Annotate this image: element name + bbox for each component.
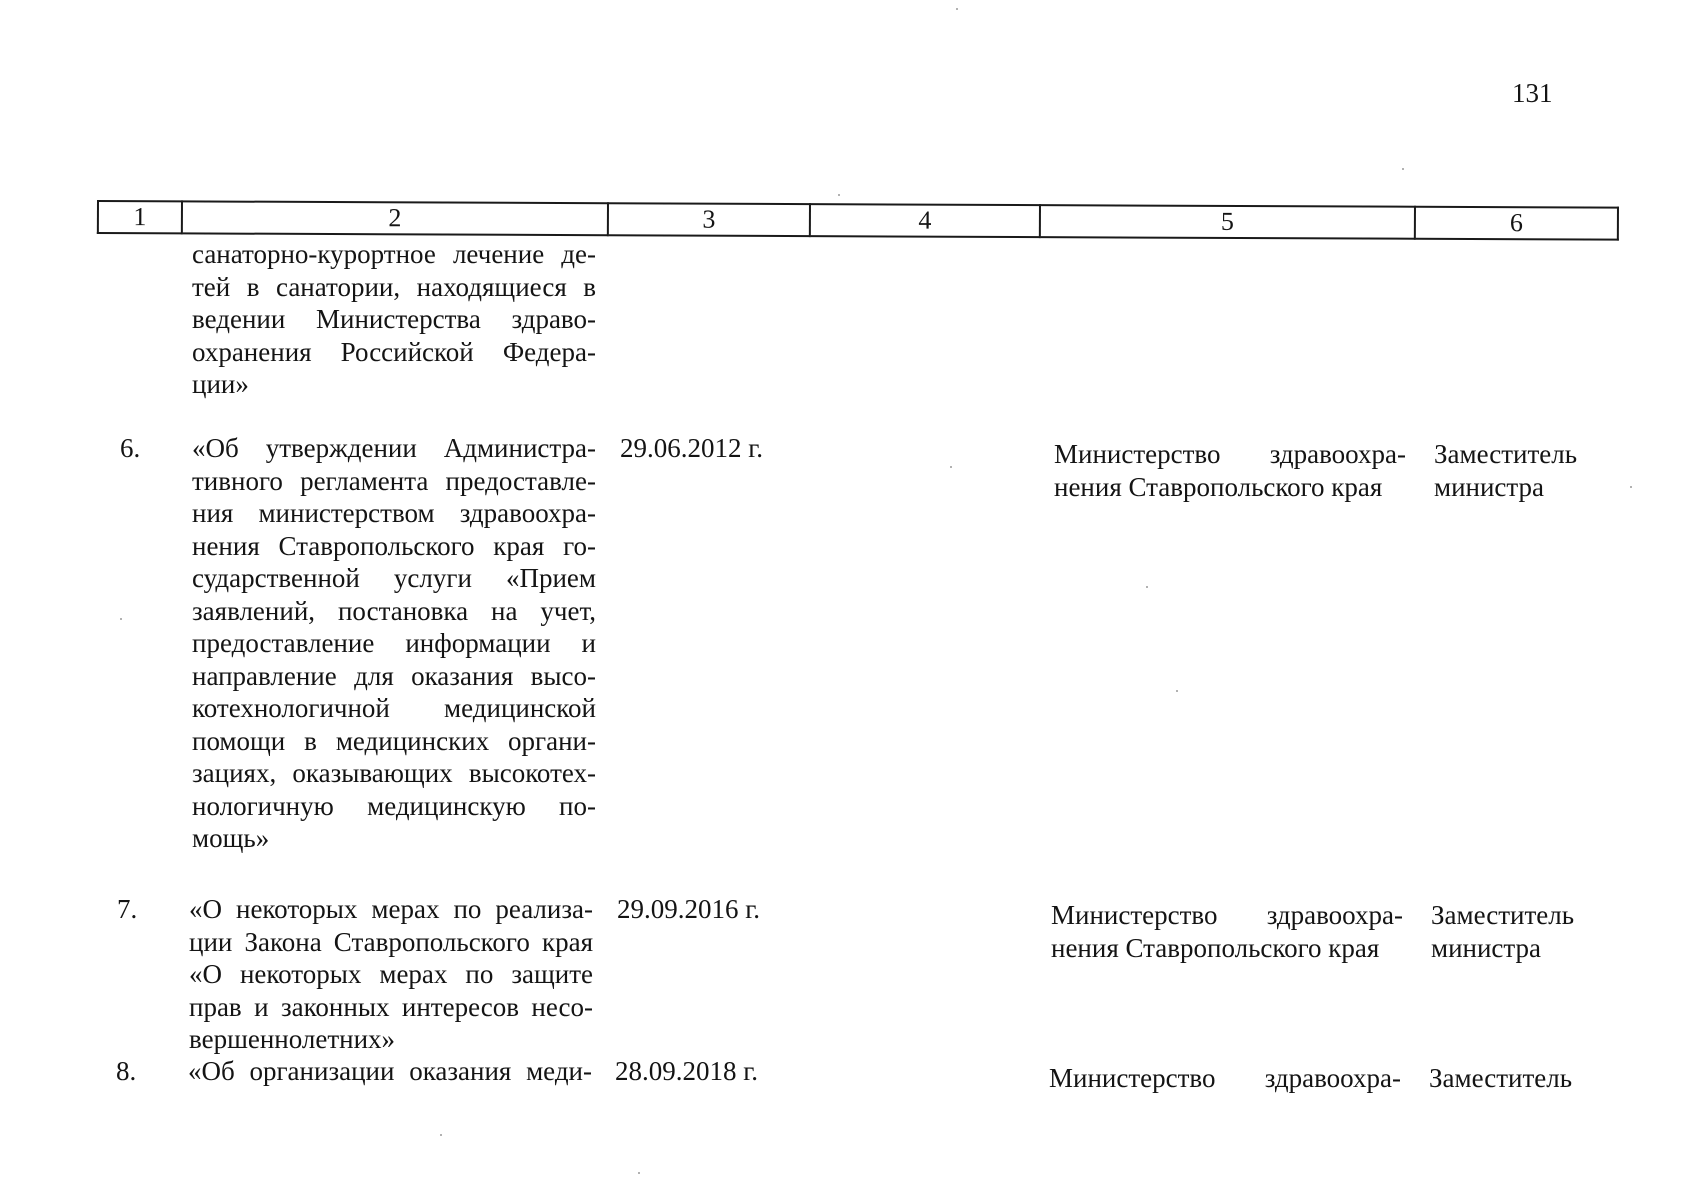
row-organization — [1049, 1062, 1401, 1095]
title-line: ции Закона Ставропольского края — [189, 926, 593, 957]
row-responsible — [1431, 899, 1574, 964]
column-header-2: 2 — [182, 201, 608, 235]
scan-speck — [120, 618, 122, 620]
title-line: прав и законных интересов несо- — [189, 991, 593, 1022]
scan-speck — [440, 1134, 442, 1136]
row-date: 29.06.2012 г. — [620, 433, 764, 463]
title-line: помощи в медицинских органи- — [192, 725, 596, 756]
title-line: тивного регламента предоставле- — [192, 465, 596, 496]
title-line: заявлений, постановка на учет, — [192, 595, 596, 626]
scan-speck — [1146, 586, 1148, 588]
responsible-line: Заместитель — [1429, 1063, 1573, 1093]
responsible-line: министра — [1431, 932, 1542, 963]
org-line: нения Ставропольского края — [1051, 932, 1380, 963]
row-date: 29.09.2016 г. — [617, 894, 761, 924]
title-line: котехнологичной медицинской — [192, 693, 596, 723]
title-line: санаторно-курортное лечение де- — [192, 239, 596, 269]
column-header-4: 4 — [810, 204, 1040, 237]
page-number: 131 — [1512, 78, 1553, 108]
title-line: «О некоторых мерах по реализа- — [189, 894, 593, 924]
column-header-5: 5 — [1040, 205, 1415, 239]
column-header-3: 3 — [608, 203, 810, 236]
title-line: мощь» — [192, 823, 270, 853]
column-header-6: 6 — [1415, 207, 1618, 240]
row-title — [189, 893, 593, 1056]
title-line: нологичную медицинскую по- — [192, 790, 596, 821]
org-line: Министерство здравоохра- — [1051, 900, 1403, 930]
continuation-title — [192, 238, 596, 401]
column-header-table — [97, 200, 1619, 241]
title-line: охранения Российской Федера- — [192, 336, 596, 367]
title-line: «Об утверждении Администра- — [192, 433, 596, 463]
row-responsible — [1429, 1062, 1572, 1095]
scan-speck — [1402, 168, 1404, 170]
title-line: зациях, оказывающих высокотех- — [192, 758, 596, 788]
row-title — [192, 432, 596, 855]
responsible-line: Заместитель — [1431, 900, 1575, 930]
title-line: вершеннолетних» — [189, 1024, 396, 1054]
column-header-1: 1 — [98, 201, 182, 233]
scan-speck — [950, 466, 952, 468]
org-line: Министерство здравоохра- — [1054, 439, 1406, 469]
scan-speck — [1176, 690, 1178, 692]
title-line: сударственной услуги «Прием — [192, 563, 596, 593]
responsible-line: министра — [1434, 471, 1545, 502]
row-title — [188, 1055, 592, 1088]
org-line: Министерство здравоохра- — [1049, 1063, 1401, 1093]
title-line: ния министерством здравоохра- — [192, 498, 596, 528]
scan-speck — [956, 8, 958, 10]
scan-speck — [838, 194, 840, 196]
scan-speck — [1630, 486, 1632, 488]
title-line: «Об организации оказания меди- — [188, 1056, 592, 1086]
org-line: нения Ставропольского края — [1054, 471, 1383, 502]
row-number: 7. — [117, 894, 138, 924]
title-line: предоставление информации и — [192, 628, 596, 658]
title-line: ции» — [192, 369, 249, 399]
title-line: ведении Министерства здраво- — [192, 304, 596, 334]
title-line: направление для оказания высо- — [192, 660, 596, 691]
responsible-line: Заместитель — [1434, 439, 1578, 469]
row-date: 28.09.2018 г. — [615, 1056, 759, 1086]
scan-speck — [638, 1172, 640, 1174]
title-line: нения Ставропольского края го- — [192, 530, 596, 561]
column-header-row — [98, 201, 1618, 240]
title-line: «О некоторых мерах по защите — [189, 959, 593, 989]
row-organization — [1051, 899, 1403, 964]
row-responsible — [1434, 438, 1577, 503]
row-organization — [1054, 438, 1406, 503]
row-number: 8. — [116, 1056, 137, 1086]
title-line: тей в санатории, находящиеся в — [192, 271, 596, 302]
row-number: 6. — [120, 433, 141, 463]
